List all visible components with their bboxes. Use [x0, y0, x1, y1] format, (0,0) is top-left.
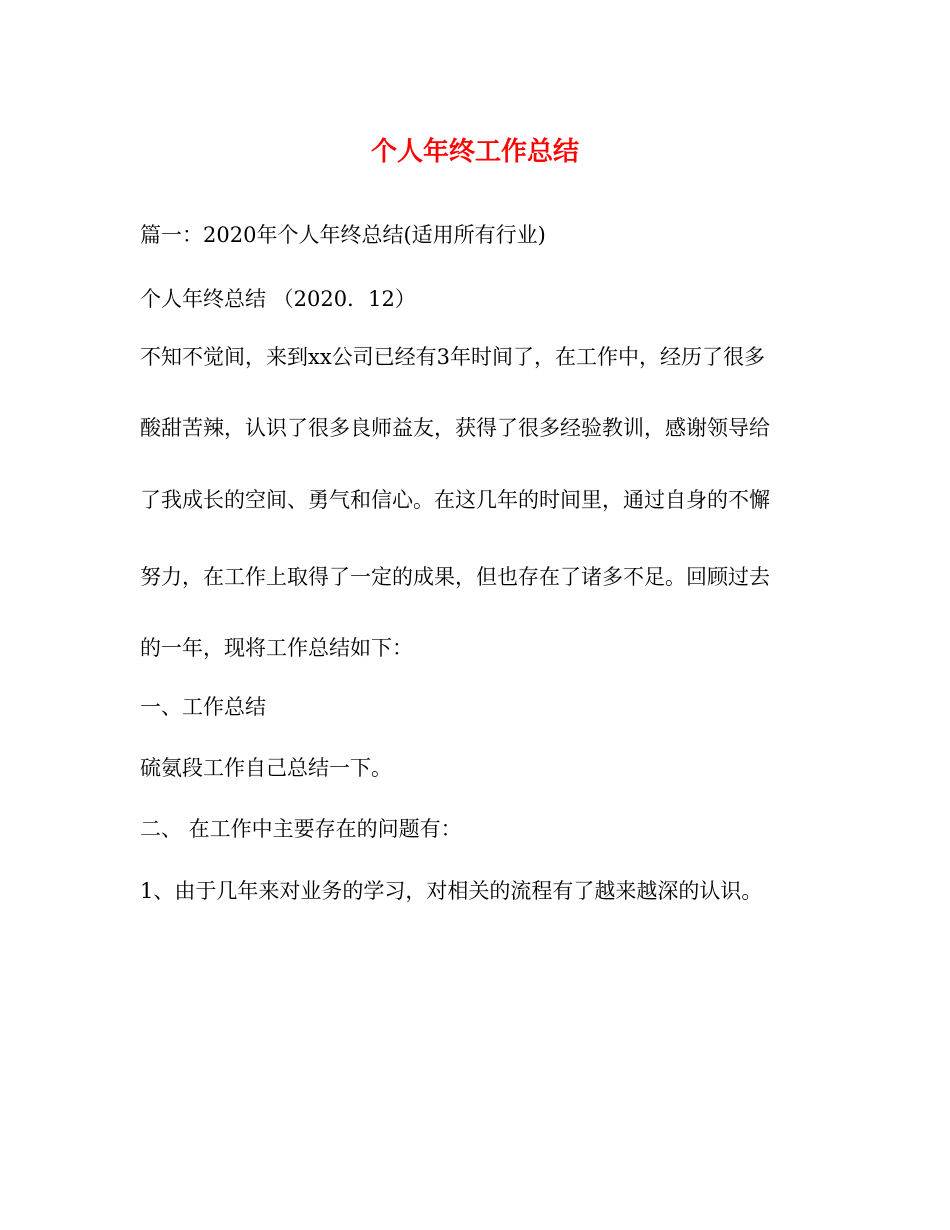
paragraph-line: 不知不觉间，来到xx公司已经有3年时间了，在工作中，经历了很多: [140, 345, 766, 369]
section-heading: 二、 在工作中主要存在的问题有：: [140, 817, 462, 841]
article-subtitle: 篇一：2020年个人年终总结(适用所有行业): [140, 223, 546, 247]
paragraph-line: 的一年，现将工作总结如下：: [140, 636, 413, 660]
section-body: 硫氨段工作自己总结一下。: [140, 756, 392, 780]
document-title: 个人年终工作总结: [370, 137, 579, 167]
section-heading: 一、工作总结: [140, 695, 266, 719]
list-item: 1、由于几年来对业务的学习，对相关的流程有了越来越深的认识。: [140, 879, 763, 903]
paragraph-line: 了我成长的空间、勇气和信心。在这几年的时间里，通过自身的不懈: [140, 488, 770, 512]
paragraph-line: 酸甜苦辣，认识了很多良师益友，获得了很多经验教训，感谢领导给: [140, 416, 770, 440]
paragraph-line: 努力，在工作上取得了一定的成果，但也存在了诸多不足。回顾过去: [140, 565, 770, 589]
summary-date-line: 个人年终总结 （2020．12）: [140, 287, 416, 311]
